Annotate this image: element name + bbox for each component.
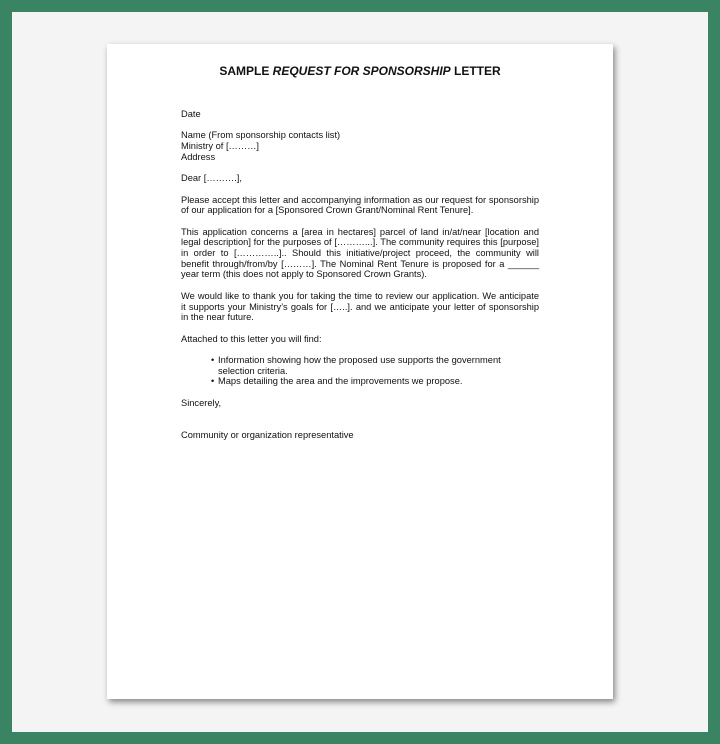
letter-date: Date (181, 109, 201, 119)
signature-space (181, 419, 539, 430)
closing: Sincerely, (181, 397, 222, 408)
list-item: • Information showing how the proposed use supports the government selection criteria. (211, 355, 539, 376)
salutation: Dear [……….], (181, 173, 242, 184)
attachments-intro: Attached to this letter you will find: (181, 333, 322, 344)
letter-body (181, 109, 539, 451)
signature-line: Community or organization representative (181, 429, 354, 440)
title-prefix: SAMPLE (219, 64, 273, 78)
letter-title (107, 64, 613, 78)
recipient-address (181, 130, 539, 162)
paragraph-request: Please accept this letter and accompanying information as our request for sponsorship of our application for a [Sponsored Crown Grant/Nominal Rent Tenure]. (181, 194, 539, 216)
title-suffix: LETTER (450, 64, 501, 78)
recipient-name: Name (From sponsorship contacts list) (181, 130, 341, 141)
document-viewer (12, 12, 708, 732)
paragraph-application: This application concerns a [area in hectares] parcel of land in/at/near [location and legal description] for the purposes of [………...]. The community requires this [purpose] in order to […………..].. Should this initiative/project proceed, the community will benefit through/from/by [………]. The Nominal Rent Tenure is proposed for a ______ year term (this does not apply to Sponsored Crown Grants). (181, 226, 539, 280)
paragraph-thanks: We would like to thank you for taking the time to review our application. We anticipate it supports your Ministry’s goals for […..]. and we anticipate your letter of sponsorship in the near future. (181, 290, 539, 323)
recipient-ministry: Ministry of [………] (181, 141, 259, 152)
title-italic: REQUEST FOR SPONSORSHIP (272, 64, 451, 78)
document-page (107, 44, 613, 699)
list-item: • Maps detailing the area and the improvements we propose. (211, 376, 539, 387)
attachments-list (181, 355, 539, 387)
recipient-address-line: Address (181, 151, 216, 162)
